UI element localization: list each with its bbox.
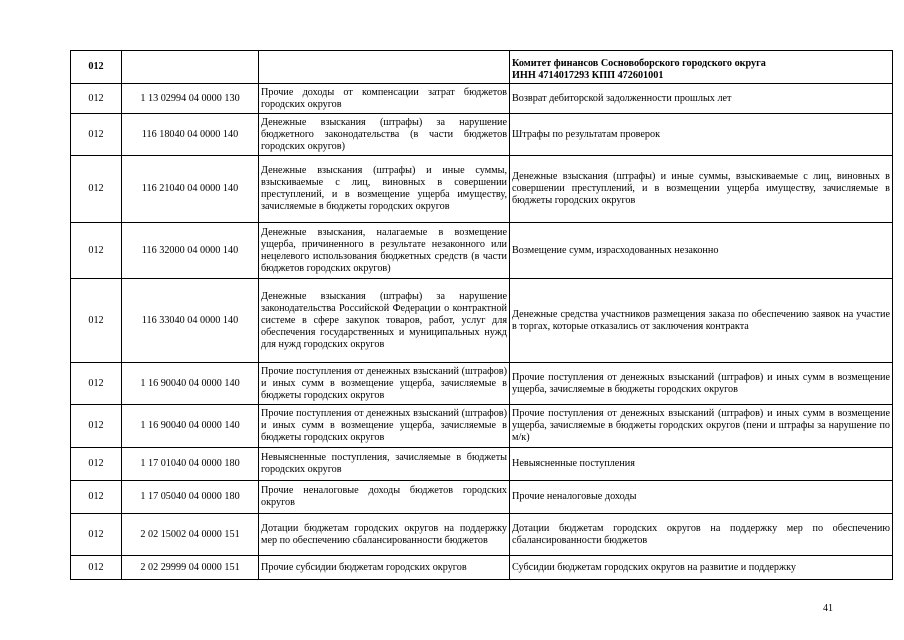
organization-tax-ids: ИНН 4714017293 КПП 472601001 — [512, 70, 664, 81]
row-budget-code: 116 32000 04 0000 140 — [122, 223, 259, 279]
row-description: Дотации бюджетам городских округов на поддержку мер по обеспечению сбалансированности бюджетов — [510, 514, 893, 556]
row-income-name: Прочие поступления от денежных взысканий (штрафов) и иных сумм в возмещение ущерба, зачисляемые в бюджеты городских округов — [259, 405, 510, 448]
row-budget-code: 1 17 05040 04 0000 180 — [122, 481, 259, 514]
row-income-name: Денежные взыскания (штрафы) за нарушение бюджетного законодательства (в части бюджетов городских округов) — [259, 114, 510, 156]
row-org-code: 012 — [71, 279, 122, 363]
row-description: Прочие поступления от денежных взысканий (штрафов) и иных сумм в возмещение ущерба, зачисляемые в бюджеты городских округов — [510, 363, 893, 405]
table-row — [71, 556, 893, 580]
table-row — [71, 279, 893, 363]
row-description: Возмещение сумм, израсходованных незаконно — [510, 223, 893, 279]
table-row — [71, 448, 893, 481]
table-row — [71, 514, 893, 556]
row-description: Субсидии бюджетам городских округов на развитие и поддержку — [510, 556, 893, 580]
row-income-name: Прочие субсидии бюджетам городских округов — [259, 556, 510, 580]
table-row — [71, 114, 893, 156]
row-income-name: Прочие доходы от компенсации затрат бюджетов городских округов — [259, 84, 510, 114]
table-row — [71, 363, 893, 405]
organization-name: Комитет финансов Сосновоборского городского округа — [512, 58, 766, 69]
row-budget-code: 116 18040 04 0000 140 — [122, 114, 259, 156]
row-org-code: 012 — [71, 481, 122, 514]
table-row — [71, 223, 893, 279]
row-budget-code: 1 16 90040 04 0000 140 — [122, 405, 259, 448]
row-org-code: 012 — [71, 84, 122, 114]
revenue-codes-table — [70, 50, 893, 580]
table-row — [71, 481, 893, 514]
table-header-row — [71, 51, 893, 84]
row-income-name: Невыясненные поступления, зачисляемые в бюджеты городских округов — [259, 448, 510, 481]
header-code — [122, 51, 259, 84]
row-description: Невыясненные поступления — [510, 448, 893, 481]
header-name — [259, 51, 510, 84]
row-budget-code: 1 16 90040 04 0000 140 — [122, 363, 259, 405]
row-income-name: Прочие неналоговые доходы бюджетов городских округов — [259, 481, 510, 514]
table-row — [71, 84, 893, 114]
row-budget-code: 1 13 02994 04 0000 130 — [122, 84, 259, 114]
row-org-code: 012 — [71, 556, 122, 580]
row-description: Прочие поступления от денежных взысканий (штрафов) и иных сумм в возмещение ущерба, зачисляемые в бюджеты городских округов (пени и штрафы за нарушение по м/к) — [510, 405, 893, 448]
row-description: Денежные взыскания (штрафы) и иные суммы, взыскиваемые с лиц, виновных в совершении преступлений, и в возмещении ущерба имуществу, зачисляемые в бюджеты городских округов — [510, 156, 893, 223]
row-org-code: 012 — [71, 405, 122, 448]
row-income-name: Дотации бюджетам городских округов на поддержку мер по обеспечению сбалансированности бюджетов — [259, 514, 510, 556]
row-description: Денежные средства участников размещения заказа по обеспечению заявок на участие в торгах, которые отказались от заключения контракта — [510, 279, 893, 363]
row-org-code: 012 — [71, 514, 122, 556]
row-budget-code: 2 02 29999 04 0000 151 — [122, 556, 259, 580]
row-description: Прочие неналоговые доходы — [510, 481, 893, 514]
row-income-name: Денежные взыскания, налагаемые в возмещение ущерба, причиненного в результате незаконного или нецелевого использования бюджетных средств (в части бюджетов городских округов) — [259, 223, 510, 279]
row-org-code: 012 — [71, 223, 122, 279]
row-budget-code: 1 17 01040 04 0000 180 — [122, 448, 259, 481]
row-budget-code: 2 02 15002 04 0000 151 — [122, 514, 259, 556]
row-org-code: 012 — [71, 448, 122, 481]
row-budget-code: 116 33040 04 0000 140 — [122, 279, 259, 363]
row-description: Возврат дебиторской задолженности прошлых лет — [510, 84, 893, 114]
header-organization — [510, 51, 893, 84]
table-row — [71, 405, 893, 448]
row-income-name: Прочие поступления от денежных взысканий (штрафов) и иных сумм в возмещение ущерба, зачисляемые в бюджеты городских округов — [259, 363, 510, 405]
row-description: Штрафы по результатам проверок — [510, 114, 893, 156]
row-budget-code: 116 21040 04 0000 140 — [122, 156, 259, 223]
row-org-code: 012 — [71, 156, 122, 223]
row-income-name: Денежные взыскания (штрафы) за нарушение законодательства Российской Федерации о контрактной системе в сфере закупок товаров, работ, услуг для обеспечения государственных и муниципальных нужд для нужд городских округов — [259, 279, 510, 363]
row-org-code: 012 — [71, 363, 122, 405]
row-income-name: Денежные взыскания (штрафы) и иные суммы, взыскиваемые с лиц, виновных в совершении преступлений, и в возмещение ущерба имуществу, зачисляемые в бюджеты городских округов — [259, 156, 510, 223]
table-row — [71, 156, 893, 223]
row-org-code: 012 — [71, 114, 122, 156]
page-number: 41 — [823, 603, 833, 614]
header-org-code: 012 — [71, 51, 122, 84]
